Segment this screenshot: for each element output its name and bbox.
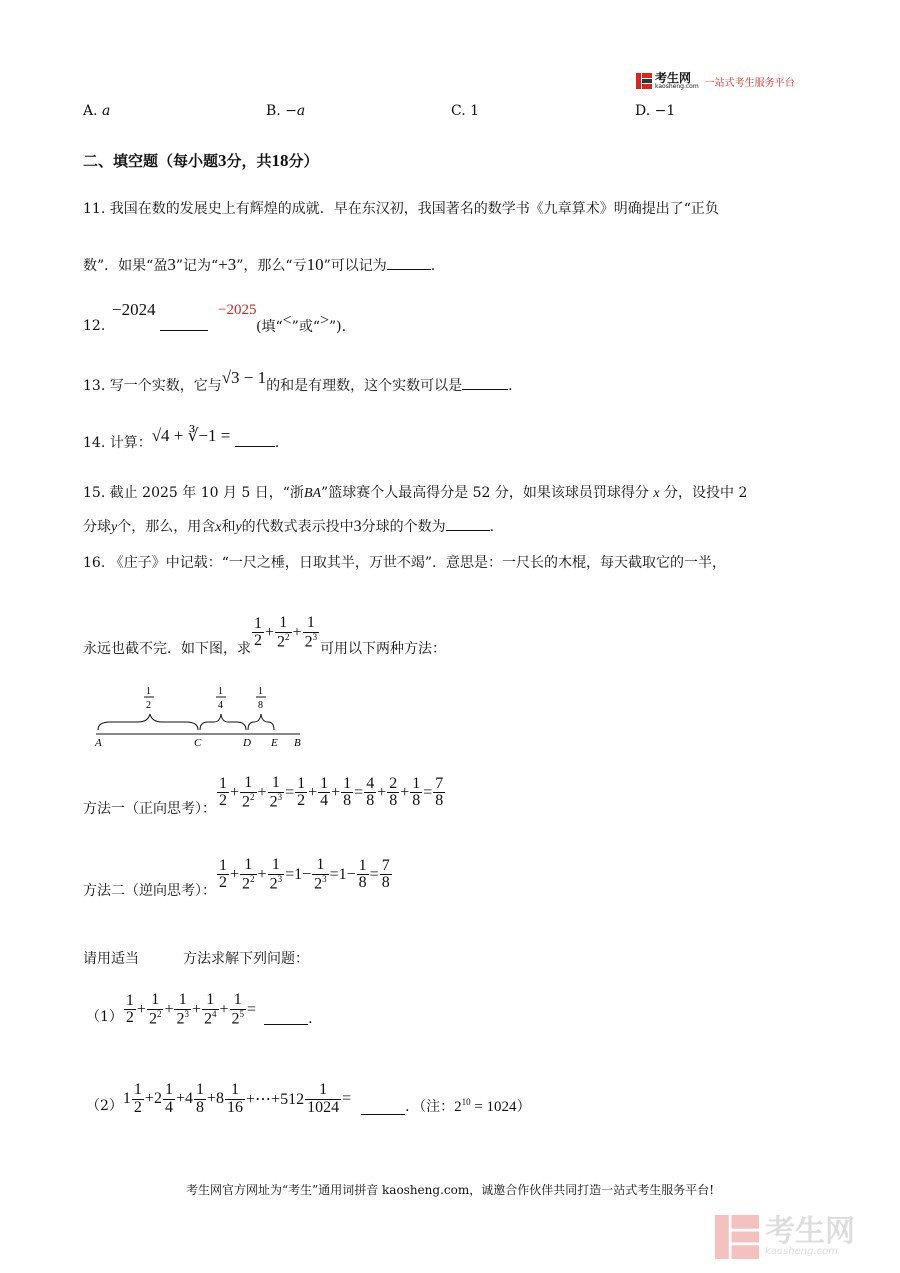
footer-text: 考生网官方网址为“考生”通用词拼音 kaosheng.com，诚邀合作伙伴共同打造一站式考生服务平台! [185, 1183, 715, 1197]
instruction: 请用适当 方法求解下列问题： [83, 951, 309, 967]
answer-blank [361, 1102, 405, 1115]
answer-blank [462, 377, 508, 390]
q14-expression: √4 + ∛−1 = [151, 426, 231, 445]
method-one: 方法一（正向思考）： $\frac{1}{2}$ + $\frac{1}{2^2}$ + $\frac{1}{2^3}$ = $\frac{1}{2}$ + $\frac{1}{4}$ + $\frac{1}{8}$ = $\frac{4}{8}$ + $\frac{2}{8}$ + $\frac{1}{8}$ = $\frac{7}{8}$ [83, 774, 444, 817]
option-d: D. −1 [635, 103, 676, 119]
watermark [715, 1215, 855, 1259]
q12-right-number: −2025 [218, 302, 257, 318]
answer-blank [387, 257, 431, 270]
label-a: A [95, 737, 102, 749]
svg-text:4: 4 [218, 700, 223, 711]
svg-text:8: 8 [258, 700, 263, 711]
answer-blank [160, 318, 208, 331]
svg-text:1: 1 [146, 686, 151, 697]
svg-text:2: 2 [146, 700, 151, 711]
question-11-line2: 数”．如果“盈3”记为“+3”，那么“亏10”可以记为 . [83, 255, 436, 274]
answer-blank [264, 1012, 308, 1025]
question-14: 14. 计算：√4 + ∛−1 = . [83, 426, 280, 451]
sub-question-1: （1） $\frac{1}{2}$ + $\frac{1}{2^2}$ + $\frac{1}{2^3}$ + $\frac{1}{2^4}$ + $\frac{1}{2^5}$ = . [86, 991, 313, 1028]
label-e: E [271, 737, 278, 749]
watermark-logo-icon [715, 1215, 759, 1259]
question-13: 13. 写一个实数，它与√3 − 1的和是有理数，这个实数可以是 . [83, 368, 513, 394]
option-b: B. −a [266, 103, 306, 119]
answer-blank [235, 434, 275, 447]
question-15: 15. 截止 2025 年 10 月 5 日，“浙BA”篮球赛个人最高得分是 52 分，如果该球员罚球得分 x 分，设投中 2 [83, 485, 748, 501]
sum-expression: $\frac{1}{2}$ + $\frac{1}{2^2}$ + $\frac{1}{2^3}$ [254, 614, 318, 651]
question-16-line2: 永远也截不完．如下图，求 $\frac{1}{2}$ + $\frac{1}{2^2}$ + $\frac{1}{2^3}$ 可用以下两种方法： [83, 614, 447, 657]
sub-question-2: （2） 1 $\frac{1}{2}$ +2 $\frac{1}{4}$ +4 $\frac{1}{8}$ +8 $\frac{1}{16}$ +⋯+512 $\frac{1}{1024}$ = ．（注： $2^{10} = 1024$ ） [86, 1081, 531, 1116]
watermark-brand: 考生网 [765, 1214, 855, 1249]
q13-expression: √3 − 1 [221, 368, 267, 387]
segment-diagram [90, 684, 310, 750]
svg-text:1: 1 [258, 686, 263, 697]
label-b: B [294, 737, 301, 749]
question-16: 16. 《庄子》中记载：“一尺之棰，日取其半，万世不竭”．意思是：一尺长的木棍，每天截取它的一半， [83, 555, 727, 571]
q12-fill-instruction: (填“<”或“>”). [256, 312, 347, 335]
header-logo [636, 72, 795, 90]
watermark-domain: kaosheng.com [765, 1246, 838, 1257]
section-title: 二、填空题（每小题3分，共18分） [83, 151, 319, 170]
kaosheng-logo-icon [636, 73, 652, 89]
brand-name: 考生网 [655, 71, 692, 85]
method-two: 方法二（逆向思考）： $\frac{1}{2}$ + $\frac{1}{2^2}$ + $\frac{1}{2^3}$ =1− $\frac{1}{2^3}$ =1− $\frac{1}{8}$ = $\frac{7}{8}$ [83, 856, 390, 899]
question-15-line2: 分球y个，那么，用含x和y的代数式表示投中3分球的个数为 . [83, 518, 495, 535]
label-d: D [243, 737, 251, 749]
question-12-num: 12. [83, 318, 106, 334]
option-a: A. a [83, 103, 111, 119]
label-c: C [194, 737, 202, 749]
svg-text:1: 1 [218, 686, 223, 697]
q12-left-number: −2024 [112, 300, 156, 319]
answer-blank [446, 518, 490, 531]
option-c: C. 1 [451, 103, 480, 119]
brand-domain: kaosheng.com [655, 83, 699, 90]
brand-slogan: 一站式考生服务平台 [704, 77, 795, 89]
question-11: 11. 我国在数的发展史上有辉煌的成就．早在东汉初，我国著名的数学书《九章算术》明确提出了“正负 [83, 201, 719, 217]
